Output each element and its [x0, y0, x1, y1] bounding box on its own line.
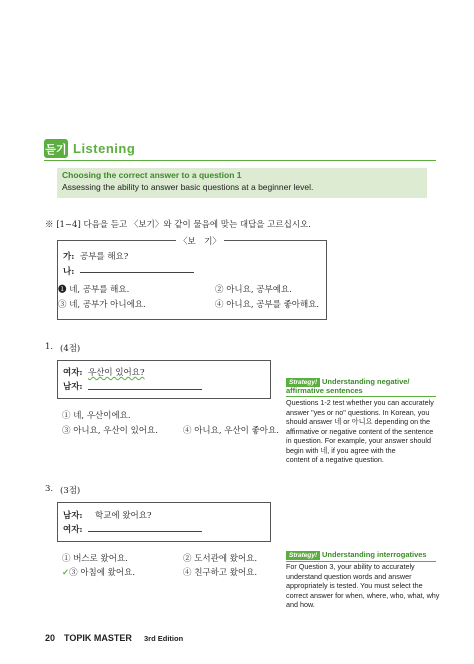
- example-q-speaker: 가:: [63, 252, 75, 262]
- page-number: 20: [45, 633, 56, 643]
- q3-option-2: ② 도서관에 왔어요.: [183, 554, 258, 564]
- q1-female-text: 우산이 있어요?: [88, 368, 145, 378]
- strategy1-title-line1: Understanding negative/: [322, 377, 410, 386]
- section-rule: [44, 160, 436, 161]
- section-badge: 듣기: [44, 139, 68, 158]
- q3-male-text: 학교에 왔어요?: [95, 511, 152, 521]
- strategy1-body: [286, 398, 434, 465]
- strategy2-body: [286, 562, 439, 610]
- q3-female-speaker: 여자:: [63, 525, 83, 535]
- strategy1-line: content of a negative question.: [286, 455, 384, 464]
- q3-answer-line: [88, 531, 202, 532]
- strategy1-line: should answer 네 or 아니요 depending on the: [286, 417, 431, 426]
- q3-male-speaker: 남자:: [63, 511, 83, 521]
- instruction: ※ [1~4] 다음을 듣고 〈보기〉와 같이 물음에 맞는 대답을 고르십시오.: [45, 220, 311, 230]
- q3-box: [57, 502, 271, 542]
- example-a-speaker: 나:: [63, 267, 75, 277]
- strategy1-line: Questions 1-2 test whether you can accurately: [286, 398, 434, 407]
- q3-option-1: ① 버스로 왔어요.: [62, 554, 128, 564]
- strategy2-line: correct answer for when, where, who, what, why: [286, 590, 440, 600]
- q1-option-4: ④ 아니요, 우산이 좋아요.: [183, 426, 279, 436]
- q1-answer-line: [88, 389, 202, 390]
- strategy1-rule: [286, 396, 436, 397]
- example-option-3: ③ 네, 공부가 아니에요.: [58, 300, 146, 310]
- q1-number: 1.: [45, 342, 54, 352]
- q1-female-speaker: 여자:: [63, 368, 83, 378]
- strategy2-line: understand question words and answer: [286, 571, 412, 581]
- strategy2-line: For Question 3, your ability to accurately: [286, 562, 415, 571]
- strategy1-line: affirmative or negative content of the sentence: [286, 426, 434, 436]
- q3-option-4: ④ 친구하고 왔어요.: [183, 568, 258, 578]
- example-option-2: ② 아니요, 공부예요.: [215, 285, 292, 295]
- example-answer-line: [80, 272, 194, 273]
- strategy2-line: and how.: [286, 600, 315, 609]
- strategy1-badge: Strategy!: [286, 378, 320, 387]
- footer-title: TOPIK MASTER: [64, 633, 132, 643]
- check-icon: ✓: [62, 568, 70, 578]
- q1-option-3: ③ 아니요, 우산이 있어요.: [62, 426, 158, 436]
- strategy2-title: Understanding interrogatives: [322, 550, 427, 559]
- q1-male-speaker: 남자:: [63, 382, 83, 392]
- example-option-1: ❶ 네, 공부를 해요.: [58, 285, 130, 295]
- example-q-text: 공부를 해요?: [80, 252, 129, 262]
- example-option-4: ④ 아니요, 공부를 좋아해요.: [215, 300, 320, 310]
- strategy1-title-line2: affirmative sentences: [286, 386, 363, 395]
- q3-option-3: [62, 566, 135, 578]
- section-title: Listening: [73, 141, 136, 156]
- info-title: Choosing the correct answer to a question 1: [62, 170, 242, 180]
- q1-points: (4점): [60, 344, 81, 354]
- info-subtitle: Assessing the ability to answer basic questions at a beginner level.: [62, 182, 314, 192]
- strategy1-line: in question. For example, your answer should: [286, 436, 432, 445]
- q3-option-3-text: ③ 아침에 왔어요.: [69, 568, 135, 578]
- strategy2-line: appropriately is tested. You must select the: [286, 581, 423, 590]
- strategy1-line: answer "yes or no" questions. In Korean, you: [286, 407, 430, 417]
- example-label: 〈보 기〉: [176, 235, 224, 247]
- q3-number: 3.: [45, 484, 54, 494]
- strategy2-badge: Strategy!: [286, 551, 320, 560]
- q3-points: (3점): [60, 486, 81, 496]
- footer-edition: 3rd Edition: [144, 634, 184, 643]
- q1-option-1: ① 네, 우산이에요.: [62, 411, 131, 421]
- strategy1-line: begin with 네, if you agree with the: [286, 445, 396, 455]
